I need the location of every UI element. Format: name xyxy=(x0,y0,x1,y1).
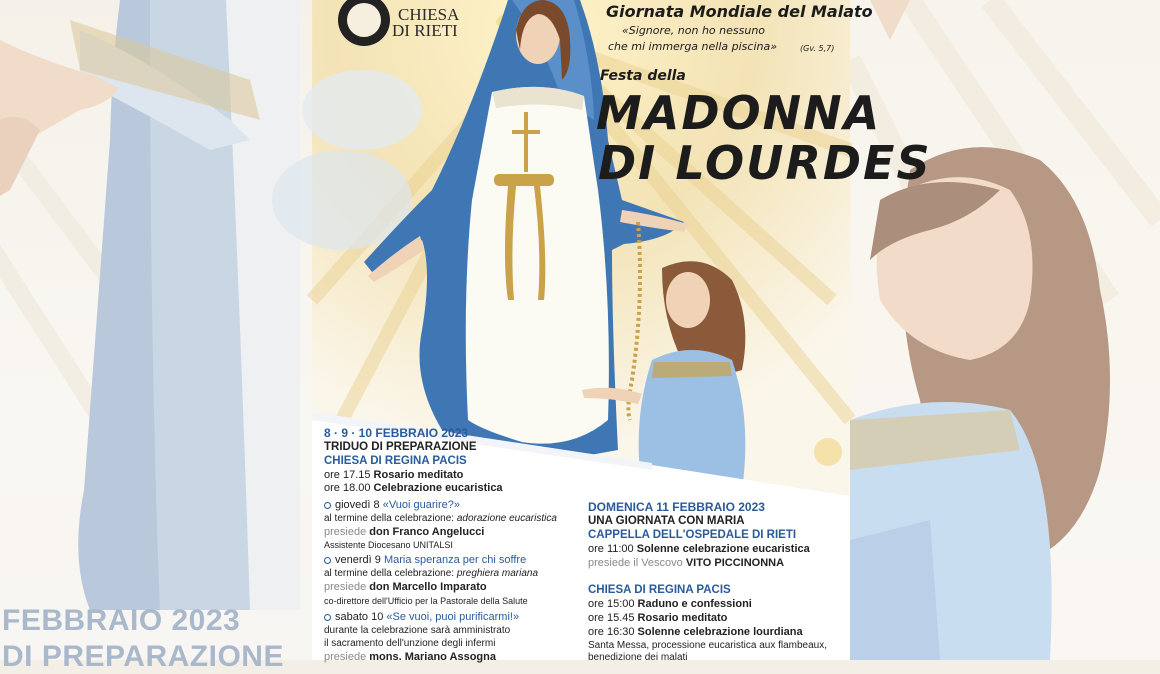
item-label: Rosario meditato xyxy=(637,612,728,624)
day-presider xyxy=(324,651,496,663)
day-saturday xyxy=(324,611,519,623)
presider-name: mons. Mariano Assogna xyxy=(369,651,496,663)
triduo-place: CHIESA DI REGINA PACIS xyxy=(324,455,467,467)
sunday-title: UNA GIORNATA CON MARIA xyxy=(588,515,745,527)
note-text: adorazione eucaristica xyxy=(456,513,557,524)
sunday-date: DOMENICA 11 FEBBRAIO 2023 xyxy=(588,500,765,514)
presider-name: don Franco Angelucci xyxy=(369,526,485,538)
day-presider xyxy=(324,526,484,538)
day-label: giovedì 8 xyxy=(335,499,380,511)
item-label: Raduno e confessioni xyxy=(637,598,752,610)
background-fade xyxy=(0,0,312,660)
sunday-presider xyxy=(588,557,784,569)
day-theme: «Se vuoi, puoi purificarmi!» xyxy=(386,611,520,623)
day-note xyxy=(324,568,538,579)
sunday-place-2: CHIESA DI REGINA PACIS xyxy=(588,584,731,596)
sunday-note: benedizione dei malati xyxy=(588,652,688,663)
background-right-panel xyxy=(850,0,1160,660)
logo-chiesa: CHIESA xyxy=(398,5,460,24)
day-friday xyxy=(324,554,526,566)
item-label: Rosario meditato xyxy=(373,469,464,481)
quote-line-1: «Signore, non ho nessuno xyxy=(622,24,766,37)
sunday-item xyxy=(588,626,803,638)
triduo-item xyxy=(324,482,503,494)
main-title-lourdes: DI LOURDES xyxy=(598,136,932,190)
item-time: ore 11:00 xyxy=(588,543,634,555)
sunday-note: Santa Messa, processione eucaristica aux flambeaux, xyxy=(588,640,828,651)
presider-role: co-direttore dell'Ufficio per la Pastorale della Salute xyxy=(324,596,528,606)
day-label: sabato 10 xyxy=(335,611,384,623)
background-left-panel xyxy=(0,0,312,673)
note-text: preghiera mariana xyxy=(456,568,539,579)
quote-line-2: che mi immerga nella piscina» xyxy=(608,40,778,53)
item-time: ore 18.00 xyxy=(324,482,371,494)
presiede-label: presiede xyxy=(324,651,367,663)
triduo-title: TRIDUO DI PREPARAZIONE xyxy=(324,441,477,453)
note-prefix: al termine della celebrazione: xyxy=(324,513,455,524)
presiede-label: presiede xyxy=(324,581,367,593)
triduo-item xyxy=(324,469,463,481)
item-time: ore 15.45 xyxy=(588,612,635,624)
item-label: Solenne celebrazione lourdiana xyxy=(637,626,803,638)
item-time: ore 15:00 xyxy=(588,598,635,610)
day-theme: Maria speranza per chi soffre xyxy=(383,554,527,566)
item-time: ore 17.15 xyxy=(324,469,371,481)
item-time: ore 16:30 xyxy=(588,626,635,638)
item-label: Solenne celebrazione eucaristica xyxy=(636,543,810,555)
sunday-place: CAPPELLA DELL'OSPEDALE DI RIETI xyxy=(588,529,797,541)
bishop-name: VITO PICCINONNA xyxy=(685,557,785,569)
presider-name: don Marcello Imparato xyxy=(369,581,487,593)
presider-role: Assistente Diocesano UNITALSI xyxy=(324,540,453,550)
day-theme: «Vuoi guarire?» xyxy=(382,499,460,511)
note-prefix: al termine della celebrazione: xyxy=(324,568,455,579)
day-thursday xyxy=(324,499,460,511)
day-note: il sacramento dell'unzione degli infermi xyxy=(324,638,496,649)
event-poster xyxy=(312,0,932,663)
main-title-madonna: MADONNA xyxy=(596,86,882,140)
day-note xyxy=(324,513,557,524)
triduo-dates: 8 · 9 · 10 FEBBRAIO 2023 xyxy=(324,426,469,440)
day-presider xyxy=(324,581,487,593)
item-label: Celebrazione eucaristica xyxy=(373,482,503,494)
background-fade xyxy=(850,0,1160,660)
logo-di-rieti: DI RIETI xyxy=(392,21,458,40)
bullet-icon xyxy=(324,502,331,509)
quote-reference: (Gv. 5,7) xyxy=(800,44,835,53)
sunday-item xyxy=(588,598,752,610)
day-label: venerdì 9 xyxy=(335,554,381,566)
presiede-label: presiede xyxy=(324,526,367,538)
background-text-triduo: DI PREPARAZIONE xyxy=(2,640,284,673)
presiede-label: presiede il Vescovo xyxy=(588,557,683,569)
sunday-mass xyxy=(588,543,810,555)
festa-label: Festa della xyxy=(600,68,686,84)
sunday-item xyxy=(588,612,727,624)
background-text-date: FEBBRAIO 2023 xyxy=(2,604,241,637)
bullet-icon xyxy=(324,557,331,564)
event-title: Giornata Mondiale del Malato xyxy=(606,2,873,21)
day-note: durante la celebrazione sarà amministrato xyxy=(324,625,511,636)
bullet-icon xyxy=(324,614,331,621)
